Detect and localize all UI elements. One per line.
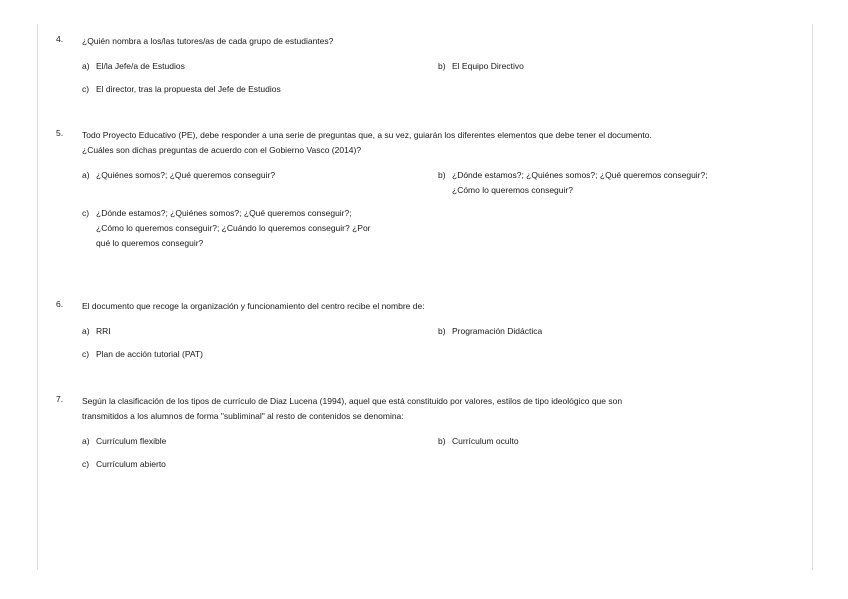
options-group: [82, 168, 792, 278]
question-text: ¿Quién nombra a los/las tutores/as de cada grupo de estudiantes?: [82, 36, 334, 46]
option-text: El director, tras la propuesta del Jefe de Estudios: [96, 84, 281, 94]
question-text-line: Según la clasificación de los tipos de currículo de Diaz Lucena (1994), aquel que está constituido por valores, estilos de tipo ideológico que son: [82, 396, 623, 406]
option-a[interactable]: [82, 59, 185, 74]
option-text: El/la Jefe/a de Estudios: [96, 61, 185, 71]
option-text: RRI: [96, 326, 111, 336]
option-c[interactable]: [82, 82, 281, 97]
option-b[interactable]: [438, 434, 519, 449]
option-c[interactable]: [82, 347, 203, 362]
option-text: Programación Didáctica: [452, 326, 543, 336]
options-group: [82, 59, 792, 119]
option-letter: c): [82, 459, 90, 469]
option-text-line: qué lo queremos conseguir?: [96, 238, 204, 248]
option-text-line: ¿Dónde estamos?; ¿Quiénes somos?; ¿Qué queremos conseguir?;: [96, 208, 352, 218]
option-text-line: ¿Dónde estamos?; ¿Quiénes somos?; ¿Qué queremos conseguir?;: [452, 170, 708, 180]
options-group: [82, 324, 792, 374]
question-number: 6.: [56, 299, 64, 309]
option-a[interactable]: [82, 324, 111, 339]
option-text: Currículum flexible: [96, 436, 167, 446]
option-letter: c): [82, 84, 90, 94]
option-letter: a): [82, 326, 90, 336]
question-5: [56, 128, 792, 278]
question-text: El documento que recoge la organización y funcionamiento del centro recibe el nombre de:: [82, 301, 425, 311]
option-text-line: ¿Cómo lo queremos conseguir?; ¿Cuándo lo queremos conseguir? ¿Por: [96, 223, 371, 233]
option-text: Currículum abierto: [96, 459, 166, 469]
option-text: [452, 168, 708, 198]
option-b[interactable]: [438, 324, 542, 339]
question-number: 5.: [56, 128, 64, 138]
option-text: Currículum oculto: [452, 436, 519, 446]
option-letter: a): [82, 61, 90, 71]
question-text: [82, 394, 792, 424]
question-text: [82, 128, 792, 158]
question-number: 4.: [56, 34, 64, 44]
option-b[interactable]: [438, 59, 524, 74]
option-text: Plan de acción tutorial (PAT): [96, 349, 203, 359]
option-letter: b): [438, 326, 446, 336]
option-text-line: ¿Cómo lo queremos conseguir?: [452, 185, 573, 195]
question-text-line: transmitidos a los alumnos de forma "subliminal" al resto de contenidos se denomina:: [82, 411, 404, 421]
options-group: [82, 434, 792, 484]
option-letter: c): [82, 208, 90, 218]
option-letter: b): [438, 61, 446, 71]
question-7: [56, 394, 792, 484]
option-c[interactable]: [82, 206, 371, 251]
option-letter: a): [82, 436, 90, 446]
question-6: [56, 299, 792, 374]
option-a[interactable]: [82, 434, 166, 449]
question-4: [56, 34, 792, 119]
question-text-line: Todo Proyecto Educativo (PE), debe responder a una serie de preguntas que, a su vez, guiarán los diferentes elementos que debe tener el documento.: [82, 130, 652, 140]
option-text: El Equipo Directivo: [452, 61, 524, 71]
document-page: [37, 24, 813, 570]
option-letter: c): [82, 349, 90, 359]
option-a[interactable]: [82, 168, 275, 183]
question-number: 7.: [56, 394, 64, 404]
option-text: [96, 206, 371, 251]
option-letter: a): [82, 170, 90, 180]
option-letter: b): [438, 170, 446, 180]
question-text-line: ¿Cuáles son dichas preguntas de acuerdo con el Gobierno Vasco (2014)?: [82, 145, 362, 155]
option-b[interactable]: [438, 168, 708, 198]
option-c[interactable]: [82, 457, 166, 472]
option-letter: b): [438, 436, 446, 446]
option-text: ¿Quiénes somos?; ¿Qué queremos conseguir?: [96, 170, 276, 180]
